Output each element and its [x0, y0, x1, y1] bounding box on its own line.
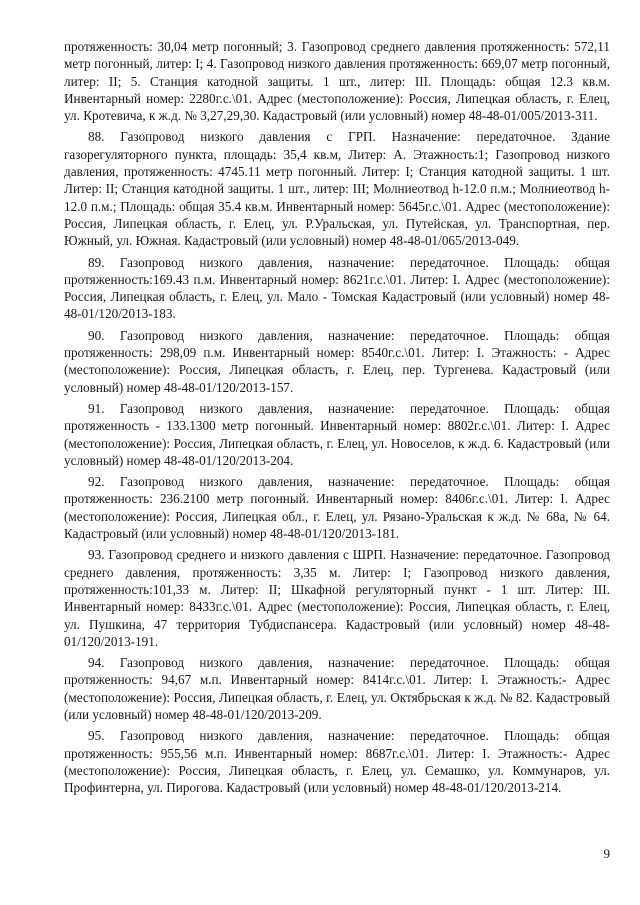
paragraph-continuation: протяженность: 30,04 метр погонный; 3. Газопровод среднего давления протяженность: 572,11 метр погонный, литер: I; 4. Газопровод низкого давления протяженность: 669,07 метр погонный, литер: II; 5. Станция катодной защиты. 1 шт., литер: III. Площадь: общая 12.3 кв.м. Инвентарный номер: 2280г.с.\01. Адрес (местоположение): Россия, Липецкая область, г. Елец, ул. Кротевича, к ж.д. № 3,27,29,30. Кадастровый (или условный) номер 48-48-01/005/2013-311. [64, 39, 610, 124]
paragraph-item-91: 91. Газопровод низкого давления, назначение: передаточное. Площадь: общая протяженность - 133.1300 метр погонный. Инвентарный номер: 8802г.с.\01. Литер: I. Адрес (местоположение): Россия, Липецкая область, г. Елец, ул. Новоселов, к ж.д. 6. Кадастровый (или условный) номер 48-48-01/120/2013-204. [64, 400, 610, 468]
page-number: 9 [603, 846, 610, 861]
paragraph-item-95: 95. Газопровод низкого давления, назначение: передаточное. Площадь: общая протяженность: 955,56 м.п. Инвентарный номер: 8687г.с.\01. Литер: I. Этажность:- Адрес (местоположение): Россия, Липецкая область, г. Елец, ул. Семашко, ул. Коммунаров, ул. Профинтерна, ул. Пирогова. Кадастровый (или условный) номер 48-48-01/120/2013-214. [64, 728, 610, 796]
paragraph-item-89: 89. Газопровод низкого давления, назначение: передаточное. Площадь: общая протяженность:169.43 п.м. Инвентарный номер: 8621г.с.\01. Литер: I. Адрес (местоположение): Россия, Липецкая область, г. Елец, ул. Мало - Томская Кадастровый (или условный) номер 48-48-01/120/2013-183. [64, 254, 610, 322]
paragraph-item-93: 93. Газопровод среднего и низкого давления с ШРП. Назначение: передаточное. Газопровод среднего давления, протяженность: 3,35 м. Литер: I; Газопровод низкого давления, протяженность:101,33 м. Литер: II; Шкафной регуляторный пункт - 1 шт. Литер: III. Инвентарный номер: 8433г.с.\01. Адрес (местоположение): Россия, Липецкая область, г. Елец, ул. Пушкина, 47 территория Тубдиспансера. Кадастровый (или условный) номер 48-48-01/120/2013-191. [64, 547, 610, 649]
paragraph-item-90: 90. Газопровод низкого давления, назначение: передаточное. Площадь: общая протяженность: 298,09 п.м. Инвентарный номер: 8540г.с.\01. Литер: I. Этажность: - Адрес (местоположение): Россия, Липецкая область, г. Елец, пер. Тургенева. Кадастровый (или условный) номер 48-48-01/120/2013-157. [64, 327, 610, 395]
paragraph-item-94: 94. Газопровод низкого давления, назначение: передаточное. Площадь: общая протяженность: 94,67 м.п. Инвентарный номер: 8414г.с.\01. Литер: I. Этажность:- Адрес (местоположение): Россия, Липецкая область, г. Елец, ул. Октябрьская к ж.д. № 82. Кадастровый (или условный) номер 48-48-01/120/2013-209. [64, 655, 610, 722]
paragraph-item-92: 92. Газопровод низкого давления, назначение: передаточное. Площадь: общая протяженность: 236.2100 метр погонный. Инвентарный номер: 8406г.с.\01. Литер: I. Адрес (местоположение): Россия, Липецкая обл., г. Елец, ул. Рязано-Уральская к ж.д. № 68а, № 64. Кадастровый (или условный) номер 48-48-01/120/2013-181. [64, 474, 610, 542]
paragraph-item-88: 88. Газопровод низкого давления с ГРП. Назначение: передаточное. Здание газорегуляторного пункта, площадь: 35,4 кв.м, Литер: А. Этажность:1; Газопровод низкого давления, протяженность: 4745.11 метр погонный. Литер: I; Станция катодной защиты. 1 шт. Литер: II; Станция катодной защиты. 1 шт., литер: III; Молниеотвод h-12.0 п.м.; Молниеотвод h-12.0 п.м.; Площадь: общая 35.4 кв.м. Инвентарный номер: 5645г.с.\01. Адрес (местоположение): Россия, Липецкая область, г. Елец, ул. Р.Уральская, ул. Путейская, ул. Транспортная, пер. Южный, ул. Южная. Кадастровый (или условный) номер 48-48-01/065/2013-049. [64, 129, 610, 249]
